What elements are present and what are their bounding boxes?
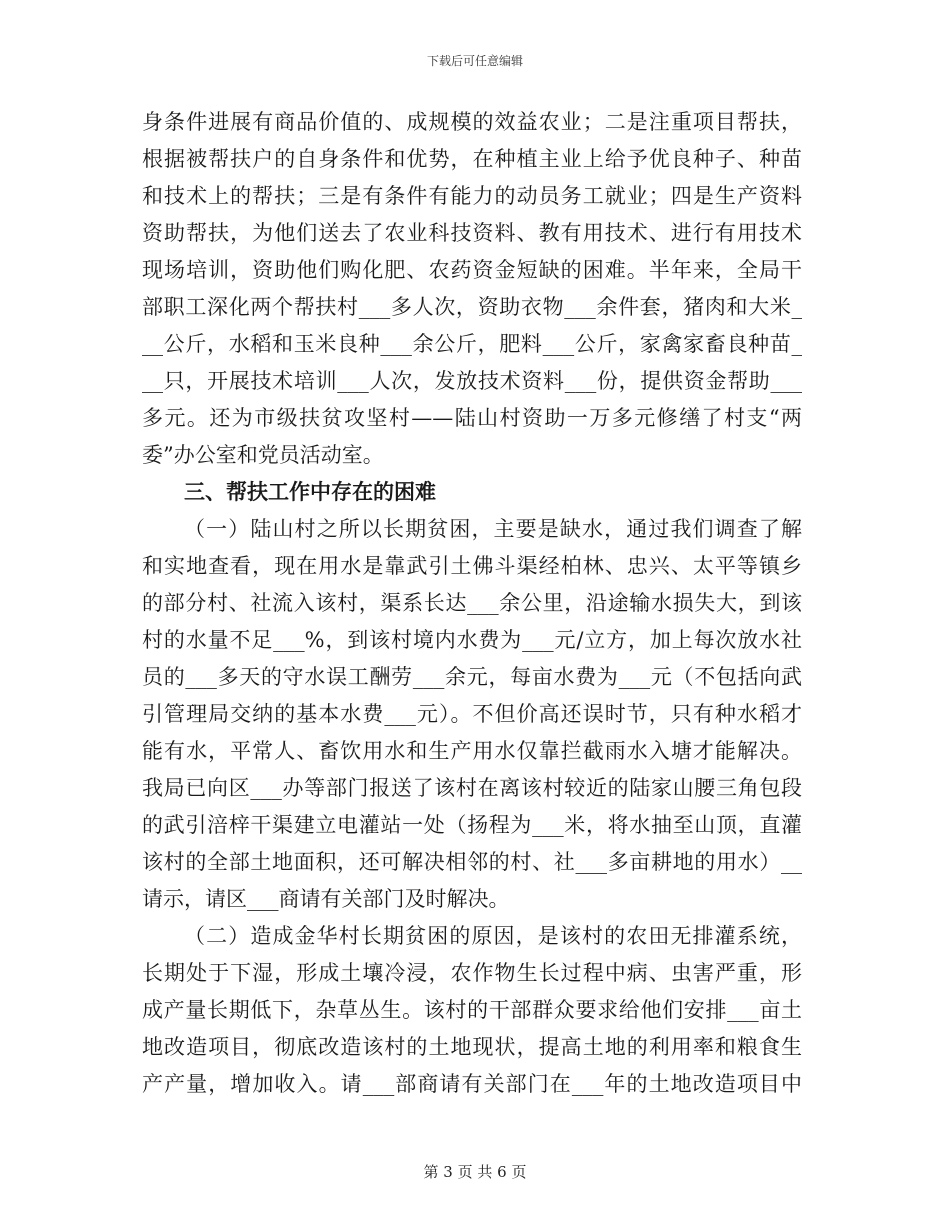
body-line: 产产量，增加收入。请___部商请有关部门在___年的土地改造项目中	[142, 1072, 802, 1096]
body-line: 部职工深化两个帮扶村___多人次，资助衣物___余件套，猪肉和大米_	[142, 295, 802, 319]
body-line: 的部分村、社流入该村，渠系长达___余公里，沿途输水损失大，到该	[142, 591, 802, 615]
body-line: （二）造成金华村长期贫困的原因，是该村的农田无排灌系统，	[184, 924, 802, 948]
body-line: __公斤，水稻和玉米良种___余公斤，肥料___公斤，家禽家畜良种苗_	[142, 332, 802, 356]
section-heading: 三、帮扶工作中存在的困难	[184, 480, 436, 504]
document-body	[142, 104, 802, 1103]
body-line: 请示，请区___商请有关部门及时解决。	[142, 887, 510, 911]
body-line: 资助帮扶，为他们送去了农业科技资料、教有用技术、进行有用技术	[142, 221, 802, 245]
body-line: 长期处于下湿，形成土壤冷浸，农作物生长过程中病、虫害严重，形	[142, 961, 802, 985]
body-line: 员的___多天的守水误工酬劳___余元，每亩水费为___元（不包括向武	[142, 665, 802, 689]
body-line: 该村的全部土地面积，还可解决相邻的村、社___多亩耕地的用水）__	[142, 850, 802, 874]
body-line: 引管理局交纳的基本水费___元）。不但价高还误时节，只有种水稻才	[142, 702, 802, 726]
body-line: 我局已向区___办等部门报送了该村在离该村较近的陆家山腰三角包段	[142, 776, 802, 800]
page-header: 下载后可任意编辑	[426, 54, 523, 68]
body-line: 能有水，平常人、畜饮用水和生产用水仅靠拦截雨水入塘才能解决。	[142, 739, 802, 763]
body-line: 多元。还为市级扶贫攻坚村——陆山村资助一万多元修缮了村支“两	[142, 406, 802, 430]
body-line: 根据被帮扶户的自身条件和优势，在种植主业上给予优良种子、种苗	[142, 147, 802, 171]
page-footer: 第 3 页 共 6 页	[423, 1163, 527, 1181]
body-line: 成产量长期低下，杂草丛生。该村的干部群众要求给他们安排___亩土	[142, 998, 802, 1022]
body-line: 地改造项目，彻底改造该村的土地现状，提高土地的利用率和粮食生	[142, 1035, 802, 1059]
body-line: 现场培训，资助他们购化肥、农药资金短缺的困难。半年来，全局干	[142, 258, 802, 282]
body-line: 委”办公室和党员活动室。	[142, 443, 384, 467]
body-line: 村的水量不足___%，到该村境内水费为___元/立方，加上每次放水社	[142, 628, 802, 652]
body-line: 和技术上的帮扶；三是有条件有能力的动员务工就业；四是生产资料	[142, 184, 802, 208]
body-line: 身条件进展有商品价值的、成规模的效益农业；二是注重项目帮扶，	[142, 110, 802, 134]
body-line: （一）陆山村之所以长期贫困，主要是缺水，通过我们调查了解	[184, 517, 802, 541]
body-line: 和实地查看，现在用水是靠武引土佛斗渠经柏林、忠兴、太平等镇乡	[142, 554, 802, 578]
body-line: __只，开展技术培训___人次，发放技术资料___份，提供资金帮助___	[142, 369, 802, 393]
body-line: 的武引涪梓干渠建立电灌站一处（扬程为___米，将水抽至山顶，直灌	[142, 813, 802, 837]
